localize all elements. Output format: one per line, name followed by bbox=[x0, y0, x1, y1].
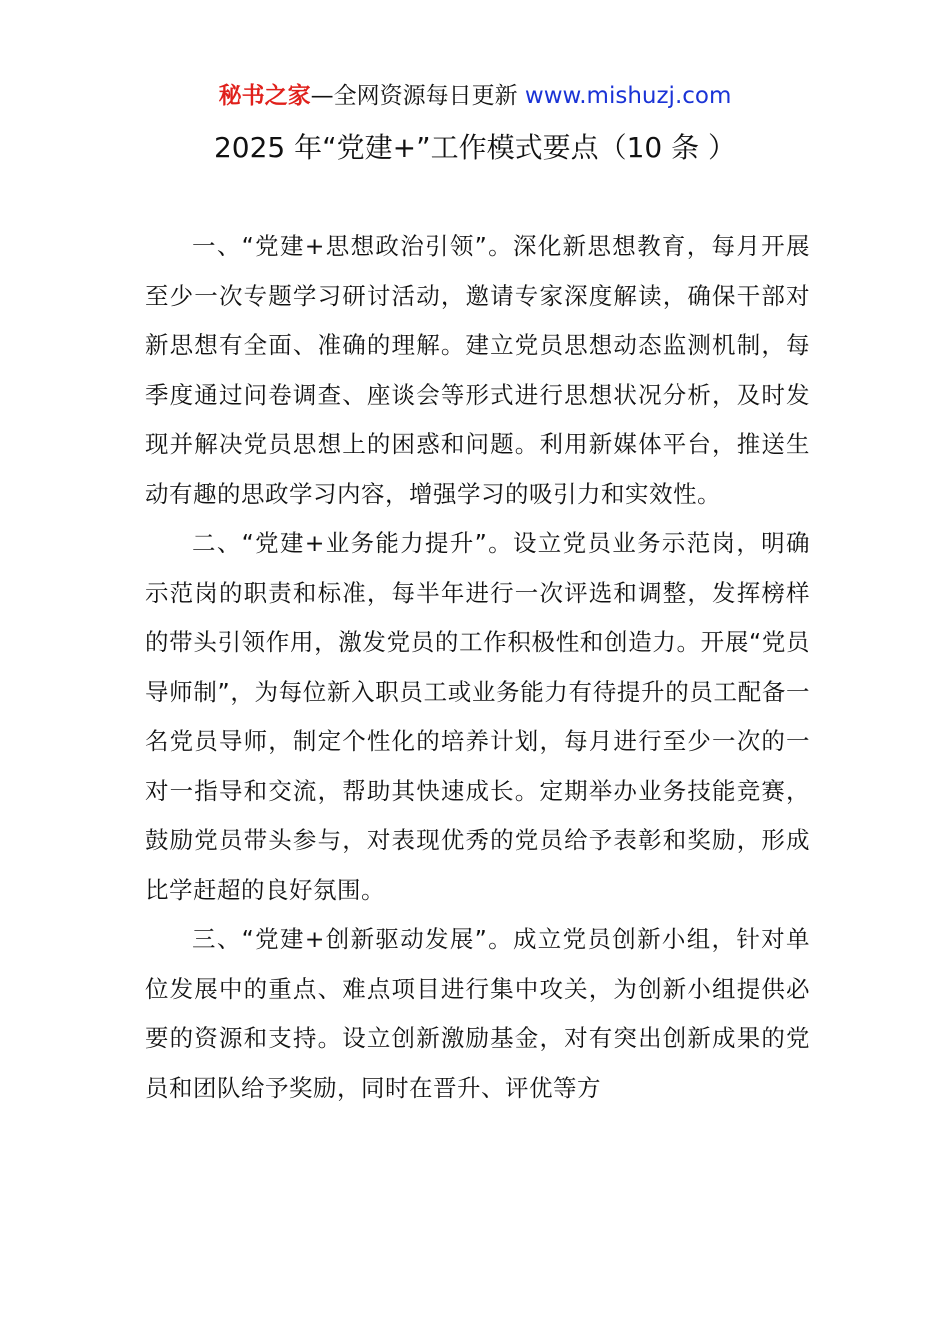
document-body bbox=[145, 222, 810, 1113]
site-url-link[interactable]: www.mishuzj.com bbox=[524, 83, 732, 109]
paragraph-2: 二、“党建+业务能力提升”。设立党员业务示范岗，明确示范岗的职责和标准，每半年进行一次评选和调整，发挥榜样的带头引领作用，激发党员的工作积极性和创造力。开展“党员导师制”，为每位新入职员工或业务能力有待提升的员工配备一名党员导师，制定个性化的培养计划，每月进行至少一次的一对一指导和交流，帮助其快速成长。定期举办业务技能竞赛，鼓励党员带头参与，对表现优秀的党员给予表彰和奖励，形成比学赶超的良好氛围。 bbox=[145, 529, 810, 904]
site-banner bbox=[0, 80, 950, 112]
brand-name: 秘书之家 bbox=[218, 83, 311, 109]
banner-tagline: —全网资源每日更新 bbox=[310, 83, 518, 109]
document-title: 2025 年“党建+”工作模式要点（10 条 ） bbox=[213, 131, 737, 164]
paragraph-3: 三、“党建+创新驱动发展”。成立党员创新小组，针对单位发展中的重点、难点项目进行集中攻关，为创新小组提供必要的资源和支持。设立创新激励基金，对有突出创新成果的党员和团队给予奖励，同时在晋升、评优等方 bbox=[145, 925, 810, 1102]
paragraph-1: 一、“党建+思想政治引领”。深化新思想教育，每月开展至少一次专题学习研讨活动，邀请专家深度解读，确保干部对新思想有全面、准确的理解。建立党员思想动态监测机制，每季度通过问卷调查、座谈会等形式进行思想状况分析，及时发现并解决党员思想上的困惑和问题。利用新媒体平台，推送生动有趣的思政学习内容，增强学习的吸引力和实效性。 bbox=[145, 232, 810, 508]
